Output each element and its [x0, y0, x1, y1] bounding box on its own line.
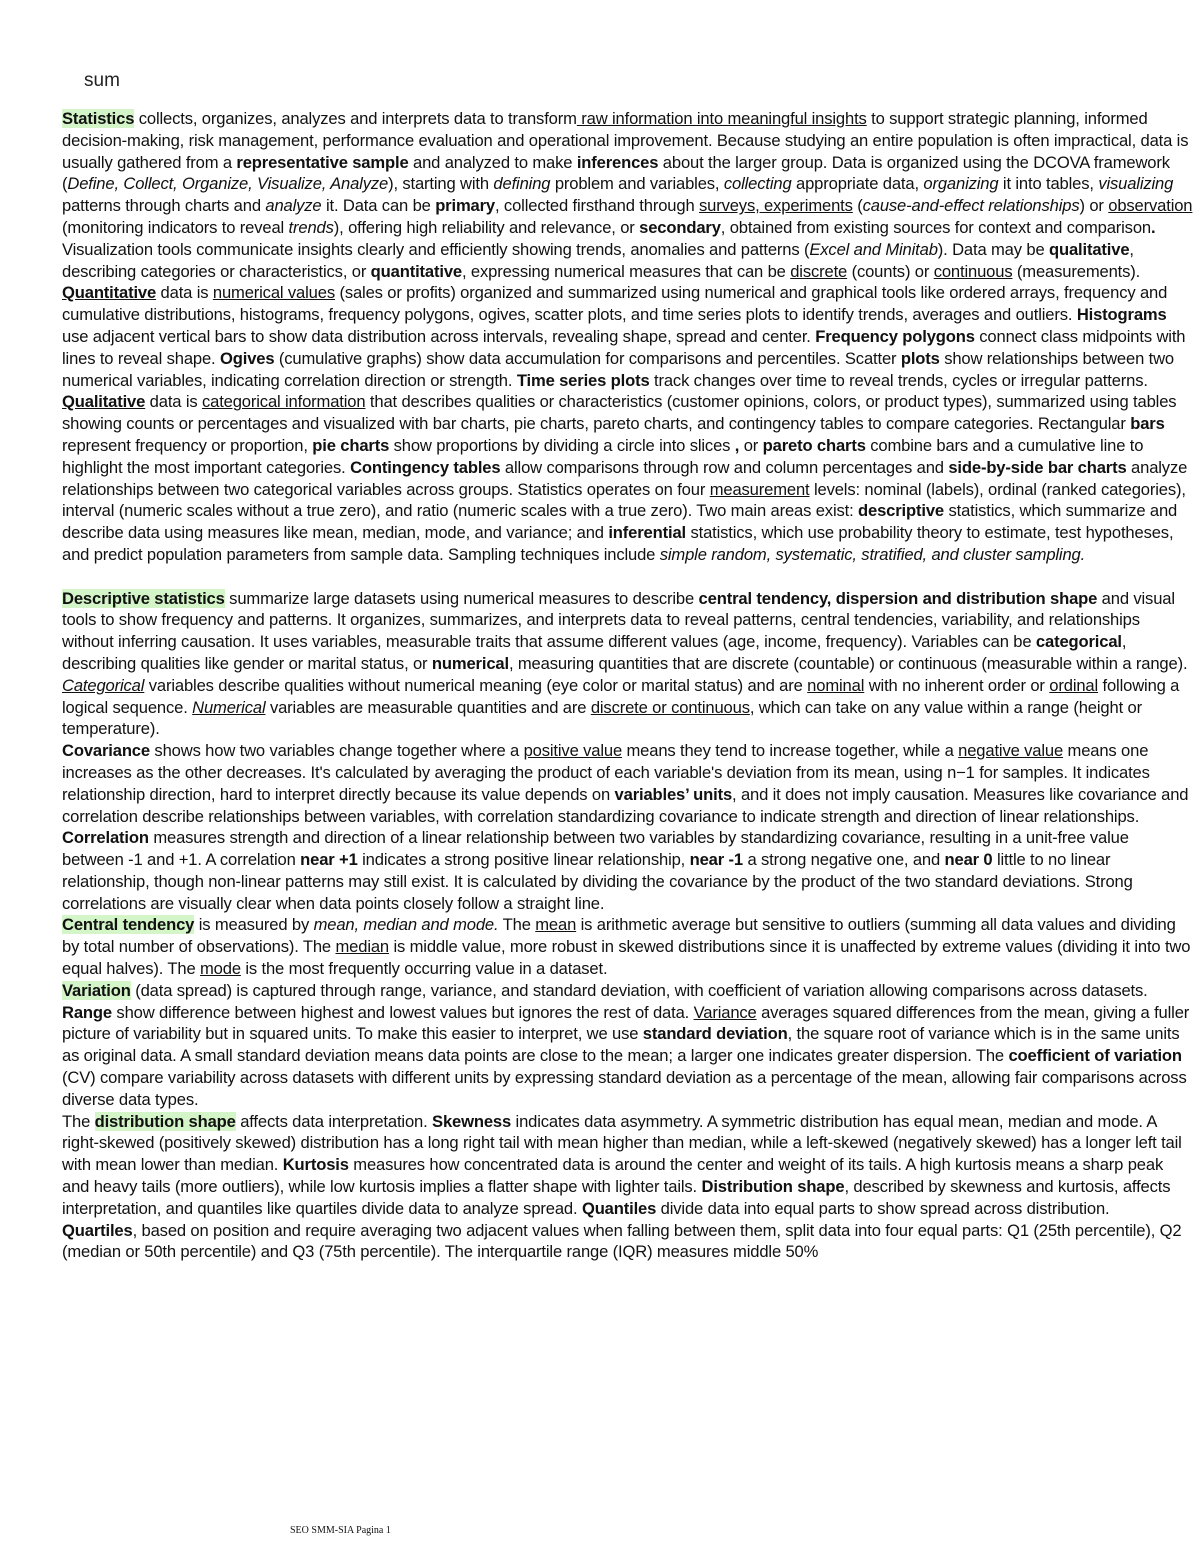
bold-term: near +1 [300, 850, 358, 870]
text-run: measures how concentrated data is around the center and weight of its tails. A high kurtosis means a sharp peak and heavy tails (more outliers), while low kurtosis implies a flatter shape with lighter tails. [62, 1155, 1164, 1197]
paragraph-quartiles [62, 1220, 1194, 1264]
highlighted-term: Variation [62, 980, 131, 1000]
paragraph-variation [62, 980, 1194, 1111]
bold-term: inferences [576, 152, 659, 172]
text-run: and analyzed to make [408, 152, 577, 172]
text-run: , described by skewness and kurtosis, affects interpretation, and quantiles like quartiles divide data to analyze spread. [62, 1177, 1171, 1218]
underlined-phrase: mean [535, 915, 577, 935]
page-footer: SEO SMM-SIA Pagina 1 [290, 1525, 391, 1536]
text-run: is arithmetic average but sensitive to outliers (summing all data values and dividing by total number of observations). The [62, 915, 1176, 957]
bold-term: Time series plots [516, 370, 650, 390]
bold-term: qualitative [1048, 239, 1130, 259]
paragraph-statistics-overview [62, 108, 1194, 566]
text-run: allow comparisons through row and column percentages and [500, 457, 949, 477]
text-run: to support strategic planning, informed decision-making, risk management, performance evaluation and operational improvement. Because studying an entire population is often impractical, data is usually gathered from a [62, 109, 1189, 172]
text-run: , collected firsthand through [495, 196, 699, 216]
underlined-phrase: ordinal [1049, 675, 1099, 695]
text-run: track changes over time to reveal trends, cycles or irregular patterns. [649, 370, 1148, 390]
text-run: , describing qualities like gender or marital status, or [62, 632, 1127, 673]
text-run: indicates a strong positive linear relationship, [357, 850, 690, 870]
text-run: variables describe qualities without numerical meaning (eye color or marital status) and are [144, 675, 808, 695]
text-run: , based on position and require averaging two adjacent values when falling between them, split data into four equal parts: Q1 (25th percentile), Q2 (median or 50th percentile) and Q3 (75th percentile). The interquartile range (IQR) measures middle 50% [62, 1220, 1182, 1262]
text-run: combine bars and a cumulative line to highlight the most important categories. [62, 435, 1144, 477]
paragraph-central-tendency [62, 914, 1194, 979]
text-run: show relationships between two numerical variables, indicating correlation direction or strength. [62, 348, 1174, 390]
text-run: , describing categories or characteristics, or [62, 239, 1134, 281]
bold-term: numerical [431, 653, 509, 673]
text-run: (data spread) is captured through range, variance, and standard deviation, with coefficient of variation allowing comparisons across datasets. [130, 980, 1148, 1000]
text-run: means one increases as the other decreases. It's calculated by averaging the product of each variable's deviation from its mean, using n−1 for samples. It indicates relationship direction, hard to interpret directly because its value depends on [62, 741, 1150, 804]
bold-term: Quartiles [62, 1220, 133, 1240]
text-run: or [739, 435, 763, 455]
text-run: affects data interpretation. [235, 1111, 433, 1131]
text-run: averages squared differences from the mean, giving a fuller picture of variability but in squared units. To make this easier to interpret, we use [62, 1002, 1190, 1044]
document-title: sum [84, 70, 120, 91]
italic-phrase: cause-and-effect relationships [862, 196, 1080, 216]
bold-term: primary [435, 196, 496, 216]
bold-term: side-by-side bar charts [948, 457, 1127, 477]
italic-phrase: Define, Collect, Organize, Visualize, Analyze [67, 174, 389, 194]
text-run: patterns through charts and [62, 196, 266, 216]
italic-phrase: simple random, systematic, stratified, and cluster sampling. [659, 544, 1086, 564]
text-run: is the most frequently occurring value in a dataset. [240, 959, 608, 979]
underlined-phrase: discrete or continuous [590, 697, 750, 717]
text-run: (monitoring indicators to reveal [62, 217, 289, 237]
bold-term: near -1 [689, 850, 743, 870]
text-run: represent frequency or proportion, [62, 435, 313, 455]
text-run: shows how two variables change together where a [149, 741, 524, 761]
bold-term: categorical [1035, 632, 1122, 652]
document-body [62, 108, 1194, 1263]
text-run: (cumulative graphs) show data accumulation for comparisons and percentiles. Scatter [274, 348, 901, 368]
underlined-phrase: numerical values [212, 283, 335, 303]
text-run: variables are measurable quantities and are [265, 697, 591, 717]
bold-term: bars [1130, 414, 1165, 434]
text-run: measures strength and direction of a linear relationship between two variables by standardizing covariance, resulting in a unit-free value between -1 and +1. A correlation [62, 828, 1129, 870]
text-run: The [62, 1111, 95, 1131]
bold-underlined-term: Qualitative [62, 392, 146, 412]
paragraph-distribution-shape [62, 1111, 1194, 1220]
text-run: , the square root of variance which is in the same units as original data. A small standard deviation means data points are close to the mean; a larger one indicates greater dispersion. The [62, 1024, 1180, 1066]
text-run: ( [852, 196, 863, 216]
bold-term: quantitative [370, 261, 462, 281]
bold-term: . [1151, 217, 1156, 237]
underlined-phrase: mode [199, 959, 241, 979]
bold-term: standard deviation [642, 1024, 788, 1044]
text-run: little to no linear relationship, though non-linear patterns may still exist. It is calculated by dividing the covariance by the product of the two standard deviations. Strong correlations are visually clear when data points closely follow a straight line. [62, 850, 1133, 913]
text-run: and visual tools to show frequency and patterns. It organizes, summarizes, and interprets data to reveal patterns, central tendencies, variability, and relationships without inferring causation. It uses variables, measurable traits that assume different values (age, income, frequency). Variables can be [62, 588, 1175, 652]
text-run: , expressing numerical measures that can be [462, 261, 791, 281]
text-run: The [498, 915, 536, 935]
underlined-phrase: Variance [693, 1002, 757, 1022]
bold-term: Frequency polygons [815, 326, 975, 346]
text-run: , obtained from existing sources for context and comparison [720, 217, 1151, 237]
italic-phrase: Excel and Minitab [809, 239, 938, 259]
text-run: that describes qualities or characteristics (customer opinions, colors, or product types), summarized using tables showing counts or percentages and visualized with bar charts, pie charts, pareto charts, and contingency tables to compare categories. Rectangular [62, 392, 1177, 434]
bold-term: , [734, 435, 740, 455]
highlighted-term: Central tendency [62, 915, 195, 935]
bold-term: secondary [639, 217, 721, 237]
text-run: with no inherent order or [864, 675, 1050, 695]
text-run: connect class midpoints with lines to reveal shape. [62, 326, 1186, 368]
paragraph-descriptive-statistics [62, 588, 1194, 741]
bold-term: plots [900, 348, 940, 368]
text-run: (counts) or [847, 261, 934, 281]
text-run: appropriate data, [791, 174, 924, 194]
highlighted-term: Statistics [62, 109, 135, 128]
bold-term: descriptive [858, 501, 944, 521]
text-run: it into tables, [998, 174, 1099, 194]
underlined-phrase: negative value [958, 741, 1064, 761]
highlighted-term: Descriptive statistics [62, 588, 225, 608]
italic-phrase: analyze [265, 196, 322, 216]
underlined-phrase: continuous [933, 261, 1013, 281]
text-run: is measured by [194, 915, 314, 935]
text-run: collects, organizes, analyzes and interprets data to transform [134, 109, 577, 128]
italic-phrase: mean, median and mode. [313, 915, 499, 935]
bold-term: Distribution shape [701, 1177, 845, 1197]
bold-term: Skewness [432, 1111, 512, 1131]
italic-phrase: defining [493, 174, 551, 194]
text-run: indicates data asymmetry. A symmetric distribution has equal mean, median and mode. A right-skewed (positively skewed) distribution has a long right tail with mean higher than median, while a left-skewed (negatively skewed) has a longer left tail with mean lower than median. [62, 1111, 1182, 1175]
text-run: problem and variables, [550, 174, 724, 194]
text-run: ) or [1079, 196, 1109, 216]
paragraph-covariance [62, 740, 1194, 914]
underlined-phrase: observation [1108, 196, 1193, 216]
underlined-phrase: measurement [709, 479, 810, 499]
bold-term: pareto charts [762, 435, 866, 455]
text-run: statistics, which summarize and describe data using measures like mean, median, mode, and variance; and [62, 501, 1178, 543]
text-run: a strong negative one, and [742, 850, 945, 870]
bold-term: Range [62, 1002, 112, 1022]
text-run: use adjacent vertical bars to show data distribution across intervals, revealing shape, spread and center. [62, 326, 816, 346]
text-run: is middle value, more robust in skewed distributions since it is unaffected by extreme values (dividing it into two equal halves). The [62, 937, 1191, 979]
text-run: means they tend to increase together, while a [622, 741, 959, 761]
text-run: (CV) compare variability across datasets with different units by expressing standard deviation as a percentage of the mean, allowing fair comparisons across diverse data types. [62, 1068, 1187, 1109]
highlighted-term: distribution shape [94, 1111, 236, 1131]
bold-term: Histograms [1076, 305, 1167, 325]
text-run: ), offering high reliability and relevance, or [333, 217, 640, 237]
underlined-phrase: median [335, 937, 390, 957]
text-run: , and it does not imply causation. Measures like covariance and correlation describe relationships between variables, with correlation standardizing covariance to indicate strength and direction of linear relationships. [62, 784, 1189, 826]
italic-phrase: trends [288, 217, 334, 237]
italic-underlined-term: Categorical [62, 675, 145, 695]
text-run: it. Data can be [321, 196, 436, 216]
text-run: , which can take on any value within a range (height or temperature). [62, 697, 1142, 739]
text-run: data is [145, 392, 202, 412]
bold-term: inferential [608, 523, 686, 543]
bold-term: coefficient of variation [1008, 1046, 1182, 1066]
text-run: about the larger group. Data is organized using the DCOVA framework ( [62, 152, 1170, 194]
bold-term: Contingency tables [350, 457, 501, 477]
text-run: levels: nominal (labels), ordinal (ranked categories), interval (numeric scales without a true zero), and ratio (numeric scales with a true zero). Two main areas exist: [62, 479, 1186, 521]
underlined-phrase: raw information into meaningful insights [576, 109, 867, 128]
bold-term: variables’ units [614, 784, 733, 804]
text-run: summarize large datasets using numerical measures to describe [224, 588, 699, 608]
text-run: analyze relationships between two categorical variables across groups. Statistics operates on four [62, 457, 1188, 499]
text-run: (sales or profits) organized and summarized using numerical and graphical tools like ordered arrays, frequency and cumulative distributions, histograms, frequency polygons, ogives, scatter plots, and time series plots to identify trends, averages and outliers. [62, 283, 1168, 325]
text-run: data is [156, 283, 213, 303]
italic-phrase: collecting [723, 174, 792, 194]
italic-phrase: visualizing [1098, 174, 1174, 194]
bold-term: pie charts [312, 435, 390, 455]
text-run: ). Data may be [937, 239, 1049, 259]
bold-underlined-term: Quantitative [62, 283, 157, 303]
text-run: show difference between highest and lowest values but ignores the rest of data. [111, 1002, 694, 1022]
italic-phrase: organizing [923, 174, 999, 194]
text-run: following a logical sequence. [62, 675, 1180, 717]
bold-term: Quantiles [581, 1198, 657, 1218]
underlined-phrase: categorical information [201, 392, 366, 412]
text-run: statistics, which use probability theory to estimate, test hypotheses, and predict population parameters from sample data. Sampling techniques include [62, 523, 1174, 564]
bold-term: Kurtosis [282, 1155, 349, 1175]
bold-term: near 0 [944, 850, 993, 870]
bold-term: representative sample [236, 152, 409, 172]
text-run: , measuring quantities that are discrete (countable) or continuous (measurable within a range). [508, 653, 1188, 673]
underlined-phrase: positive value [523, 741, 623, 761]
bold-term: central tendency, dispersion and distribution shape [698, 588, 1098, 608]
text-run: divide data into equal parts to show spread across distribution. [656, 1198, 1110, 1218]
bold-term: Ogives [219, 348, 275, 368]
text-run: Visualization tools communicate insights clearly and efficiently showing trends, anomalies and patterns ( [62, 239, 810, 259]
text-run: show proportions by dividing a circle into slices [389, 435, 735, 455]
underlined-phrase: surveys, experiments [698, 196, 853, 216]
bold-term: Correlation [62, 828, 149, 848]
bold-term: Covariance [62, 741, 150, 761]
underlined-phrase: nominal [807, 675, 865, 695]
underlined-phrase: discrete [790, 261, 848, 281]
text-run: (measurements). [1012, 261, 1141, 281]
italic-underlined-term: Numerical [192, 697, 266, 717]
text-run: ), starting with [388, 174, 494, 194]
